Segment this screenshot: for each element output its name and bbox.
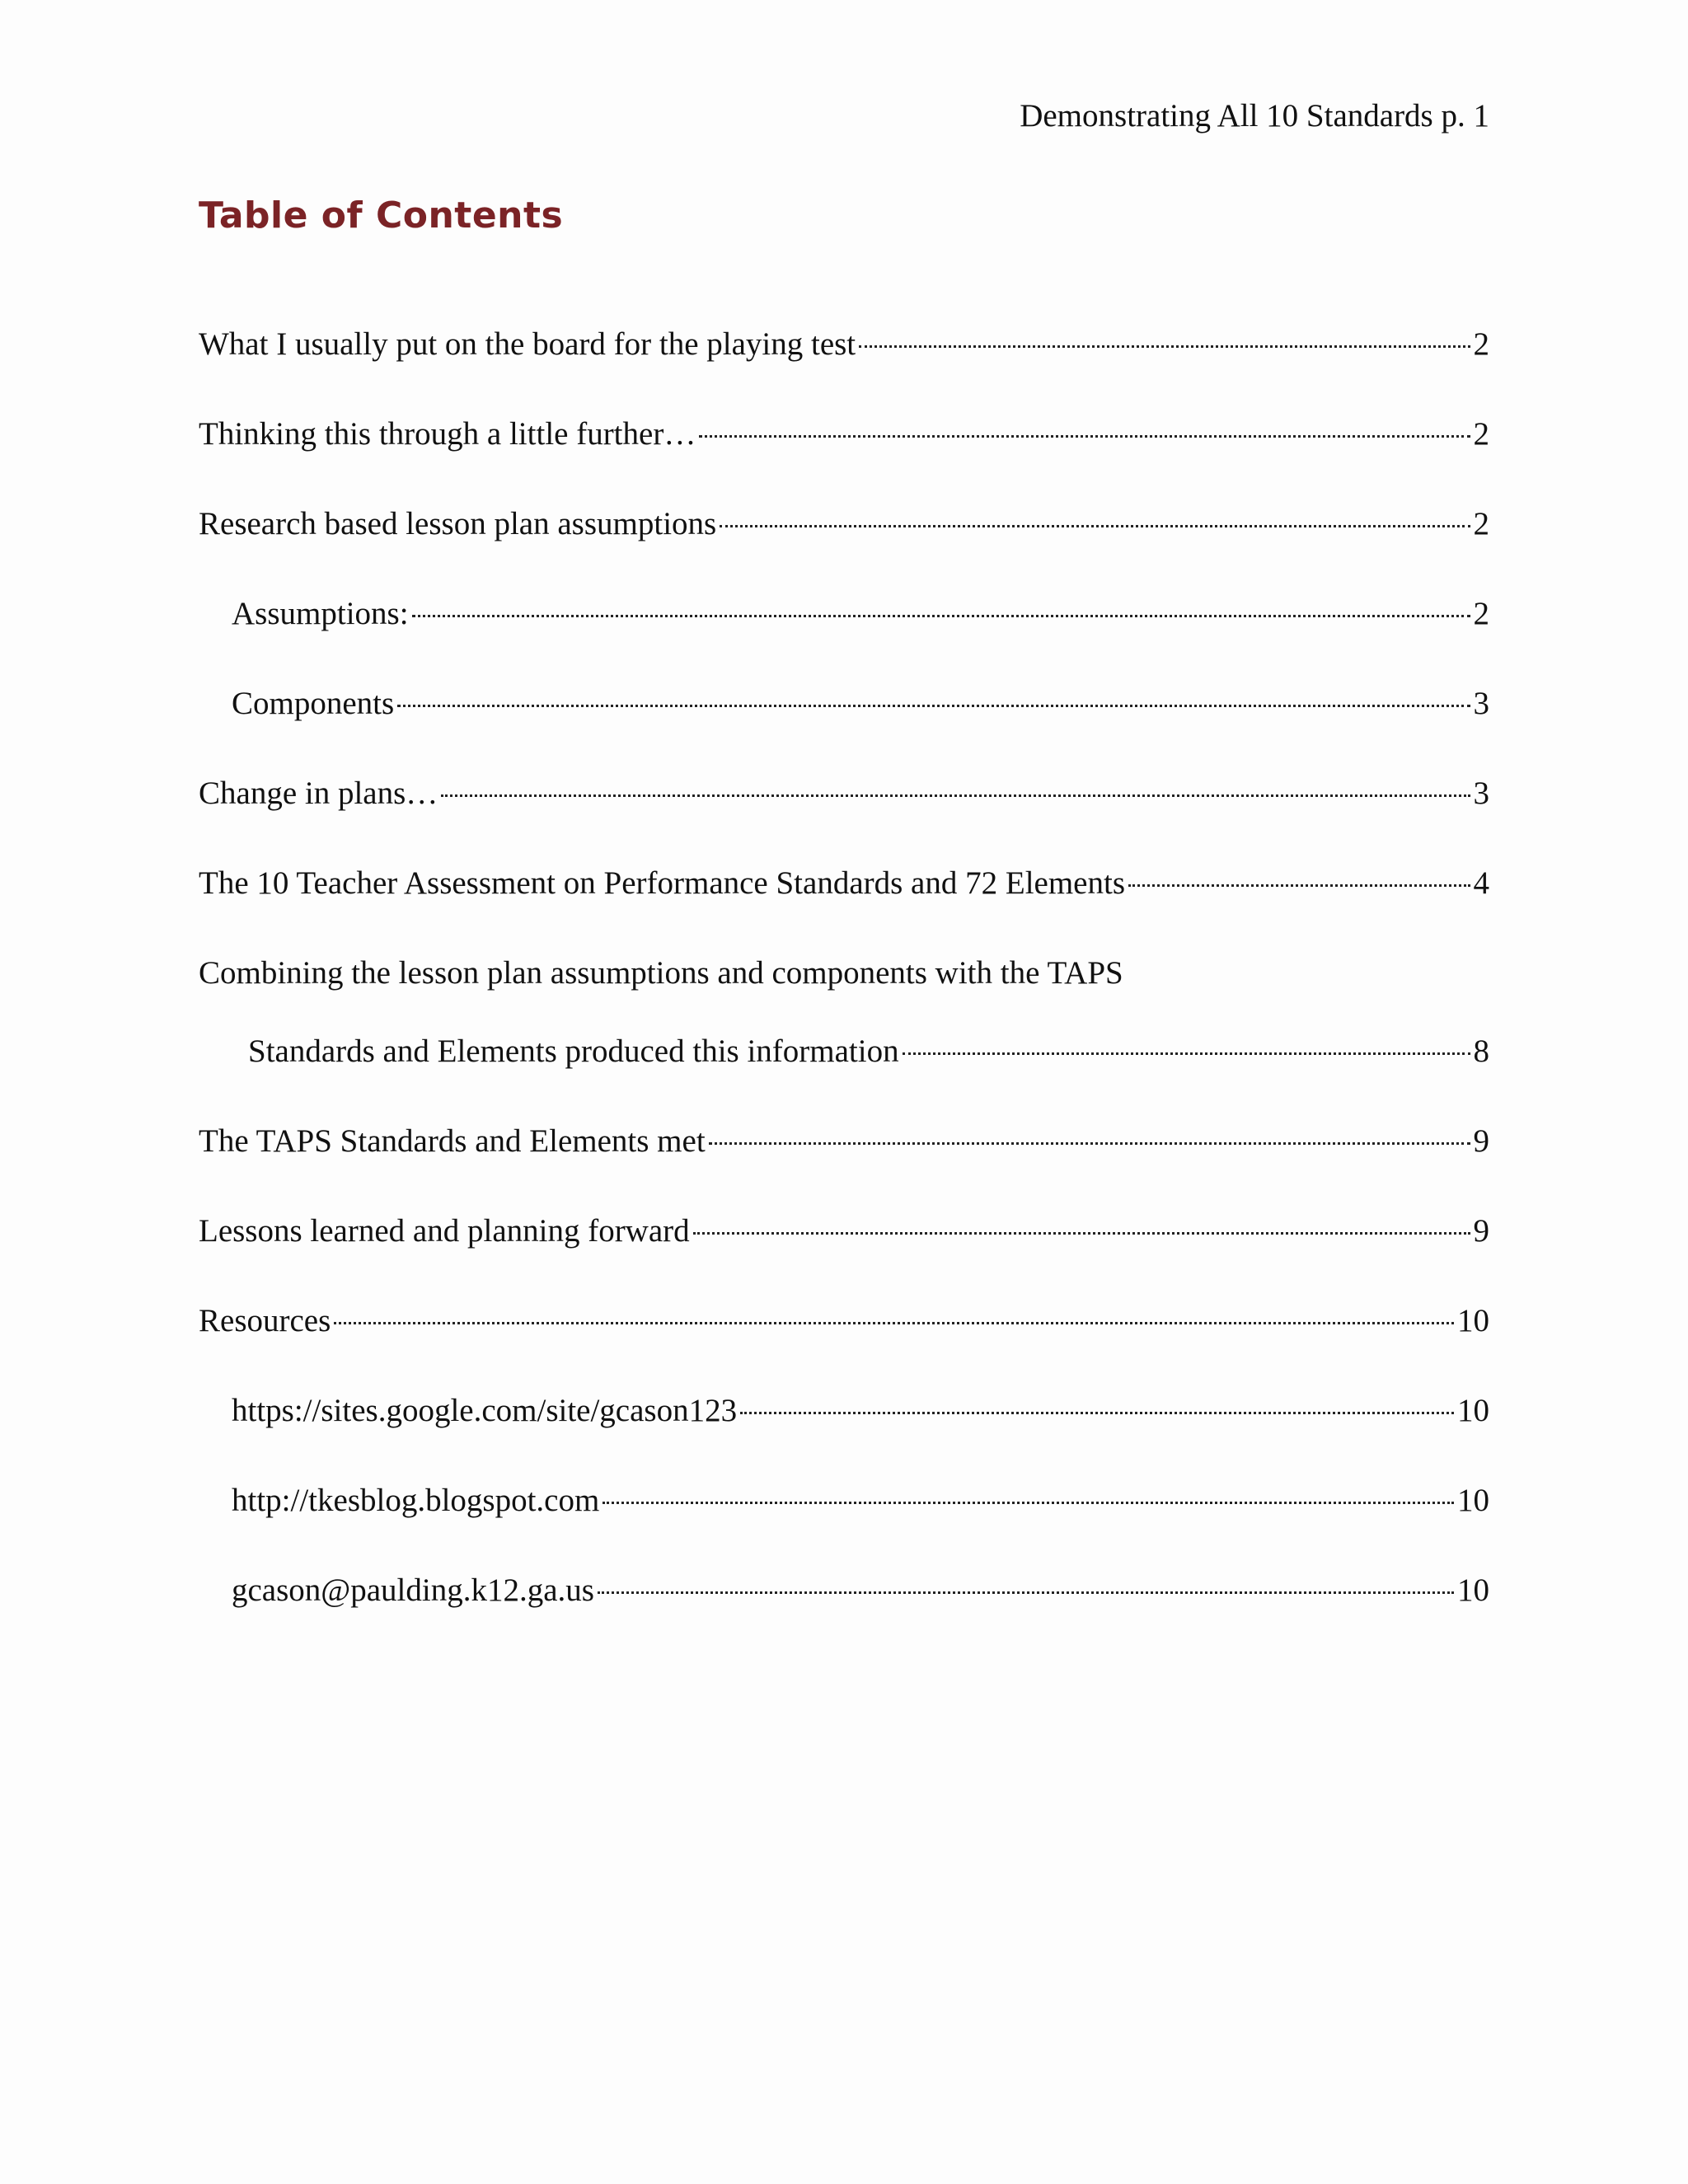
toc-entry[interactable] [199, 410, 1489, 499]
toc-entry-line2 [199, 1027, 1489, 1117]
dot-leader [441, 794, 1470, 797]
toc-entry-label-line2: Standards and Elements produced this information [248, 1033, 899, 1069]
toc-entry-page: 2 [1473, 326, 1489, 362]
toc-entry-label: What I usually put on the board for the playing test [199, 326, 856, 362]
toc-entry-page: 3 [1473, 776, 1489, 811]
toc-entry-label: Lessons learned and planning forward [199, 1213, 690, 1249]
toc-entry[interactable] [199, 769, 1489, 859]
toc-entry-label: The TAPS Standards and Elements met [199, 1123, 706, 1159]
dot-leader [699, 435, 1470, 438]
toc-entry[interactable] [199, 949, 1489, 1117]
toc-entry-page: 10 [1457, 1393, 1489, 1428]
toc-entry-page: 10 [1457, 1483, 1489, 1518]
toc-entry-page: 2 [1473, 416, 1489, 452]
toc-entry-page: 8 [1473, 1033, 1489, 1069]
toc-entry-label: Thinking this through a little further… [199, 416, 696, 452]
toc-list [199, 320, 1489, 1656]
toc-entry-label: Change in plans… [199, 776, 438, 811]
dot-leader [1128, 884, 1470, 887]
toc-entry-label-line1: Combining the lesson plan assumptions and components with the TAPS [199, 955, 1123, 991]
toc-entry-page: 10 [1457, 1303, 1489, 1338]
toc-entry[interactable] [199, 679, 1489, 769]
dot-leader [603, 1502, 1454, 1504]
toc-entry[interactable] [199, 1386, 1489, 1476]
dot-leader [412, 615, 1470, 617]
dot-leader [334, 1322, 1454, 1324]
toc-entry[interactable] [199, 1207, 1489, 1296]
toc-entry[interactable] [199, 1476, 1489, 1566]
toc-entry-page: 2 [1473, 506, 1489, 541]
toc-entry[interactable] [199, 589, 1489, 679]
running-header: Demonstrating All 10 Standards p. 1 [1020, 98, 1489, 134]
toc-title: Table of Contents [199, 194, 564, 237]
toc-entry-label: Components [232, 686, 395, 721]
toc-entry-label: http://tkesblog.blogspot.com [232, 1483, 600, 1518]
toc-entry-label: https://sites.google.com/site/gcason123 [232, 1393, 738, 1428]
toc-entry[interactable] [199, 859, 1489, 949]
dot-leader [709, 1142, 1470, 1145]
toc-entry[interactable] [199, 320, 1489, 410]
toc-entry-label: The 10 Teacher Assessment on Performance Standards and 72 Elements [199, 865, 1125, 901]
toc-entry[interactable] [199, 1566, 1489, 1656]
toc-entry-page: 2 [1473, 596, 1489, 631]
dot-leader [859, 345, 1470, 348]
dot-leader [598, 1591, 1454, 1594]
dot-leader [903, 1052, 1470, 1055]
toc-entry[interactable] [199, 1296, 1489, 1386]
toc-entry-page: 3 [1473, 686, 1489, 721]
toc-entry-label: Resources [199, 1303, 331, 1338]
toc-entry-page: 4 [1473, 865, 1489, 901]
toc-entry-page: 9 [1473, 1123, 1489, 1159]
dot-leader [740, 1412, 1454, 1414]
toc-entry[interactable] [199, 499, 1489, 589]
dot-leader [693, 1232, 1470, 1235]
toc-entry-label: Research based lesson plan assumptions [199, 506, 717, 541]
dot-leader [720, 525, 1470, 527]
toc-entry-page: 10 [1457, 1572, 1489, 1608]
toc-entry-label: gcason@paulding.k12.ga.us [232, 1572, 594, 1608]
toc-entry-page: 9 [1473, 1213, 1489, 1249]
toc-entry-label: Assumptions: [232, 596, 409, 631]
dot-leader [397, 705, 1470, 707]
toc-entry[interactable] [199, 1117, 1489, 1207]
